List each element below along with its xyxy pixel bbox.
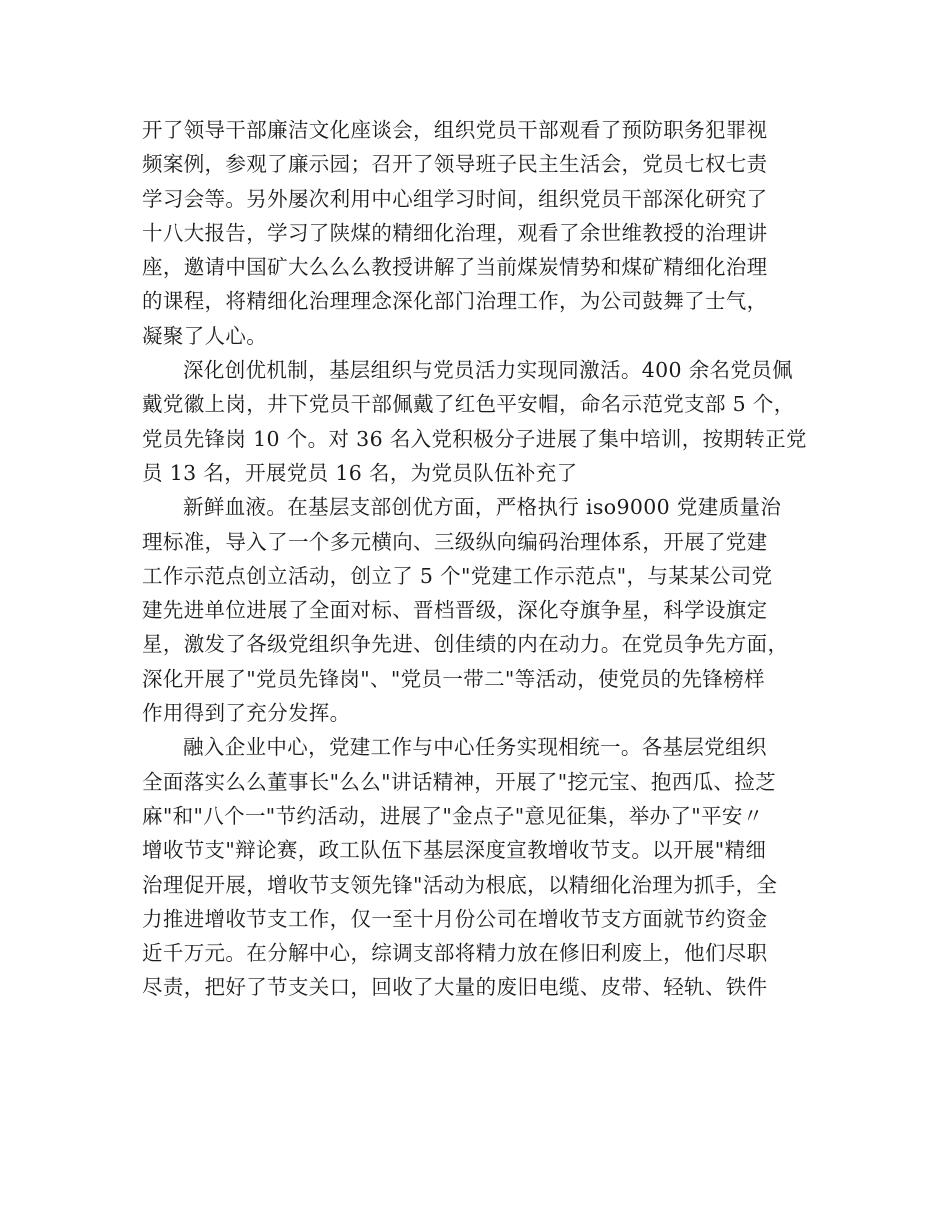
text-line: 开了领导干部廉洁文化座谈会，组织党员干部观看了预防职务犯罪视 — [142, 118, 768, 142]
document-body — [142, 113, 832, 1005]
text-line: 党员先锋岗 10 个。对 36 名入党积极分子进展了集中培训，按期转正党 — [142, 426, 807, 451]
text-line: 增收节支"辩论赛，政工队伍下基层深度宣教增收节支。以开展"精细 — [142, 838, 767, 863]
text-line: 力推进增收节支工作，仅一至十月份公司在增收节支方面就节约资金 — [142, 906, 768, 931]
text-line: 全面落实么么董事长"么么"讲话精神，开展了"挖元宝、抱西瓜、捡芝 — [142, 769, 776, 794]
text-line: 戴党徽上岗，井下党员干部佩戴了红色平安帽，命名示范党支部 5 个， — [142, 392, 795, 417]
text-line: 工作示范点创立活动，创立了 5 个"党建工作示范点"，与某某公司党 — [142, 563, 773, 588]
text-line: 建先进单位进展了全面对标、晋档晋级，深化夺旗争星，科学设旗定 — [142, 598, 768, 623]
text-line: 学习会等。另外屡次利用中心组学习时间，组织党员干部深化研究了 — [142, 186, 768, 211]
text-line: 治理促开展，增收节支领先锋"活动为根底，以精细化治理为抓手，全 — [142, 872, 778, 897]
text-line-indented: 融入企业中心，党建工作与中心任务实现相统一。各基层党组织 — [183, 735, 767, 760]
text-line: 座，邀请中国矿大么么么教授讲解了当前煤炭情势和煤矿精细化治理 — [142, 255, 768, 280]
paragraph-2 — [142, 353, 832, 490]
text-line: 理标准，导入了一个多元横向、三级纵向编码治理体系，开展了党建 — [142, 529, 768, 554]
paragraph-4 — [142, 730, 832, 1004]
text-line: 作用得到了充分发挥。 — [142, 701, 351, 726]
text-line: 频案例，参观了廉示园；召开了领导班子民主生活会，党员七权七责 — [142, 152, 768, 177]
text-line-indented: 新鲜血液。在基层支部创优方面，严格执行 iso9000 党建质量治 — [183, 495, 782, 520]
text-line: 凝聚了人心。 — [142, 323, 268, 348]
paragraph-3 — [142, 490, 832, 730]
text-line: 近千万元。在分解中心，综调支部将精力放在修旧利废上，他们尽职 — [142, 941, 768, 966]
text-line: 尽责，把好了节支关口，回收了大量的废旧电缆、皮带、轻轨、铁件 — [142, 975, 768, 1000]
text-line: 的课程，将精细化治理理念深化部门治理工作，为公司鼓舞了士气， — [142, 289, 768, 314]
text-line: 员 13 名，开展党员 16 名，为党员队伍补充了 — [142, 460, 578, 485]
paragraph-1 — [142, 113, 832, 353]
text-line: 深化开展了"党员先锋岗"、"党员一带二"等活动，使党员的先锋榜样 — [142, 666, 765, 691]
text-line: 星，激发了各级党组织争先进、创佳绩的内在动力。在党员争先方面， — [142, 632, 789, 657]
text-line: 麻"和"八个一"节约活动，进展了"金点子"意见征集，举办了"平安〃 — [142, 803, 764, 828]
text-line-indented: 深化创优机制，基层组织与党员活力实现同激活。400 余名党员佩 — [183, 358, 793, 383]
text-line: 十八大报告，学习了陕煤的精细化治理，观看了余世维教授的治理讲 — [142, 220, 768, 245]
